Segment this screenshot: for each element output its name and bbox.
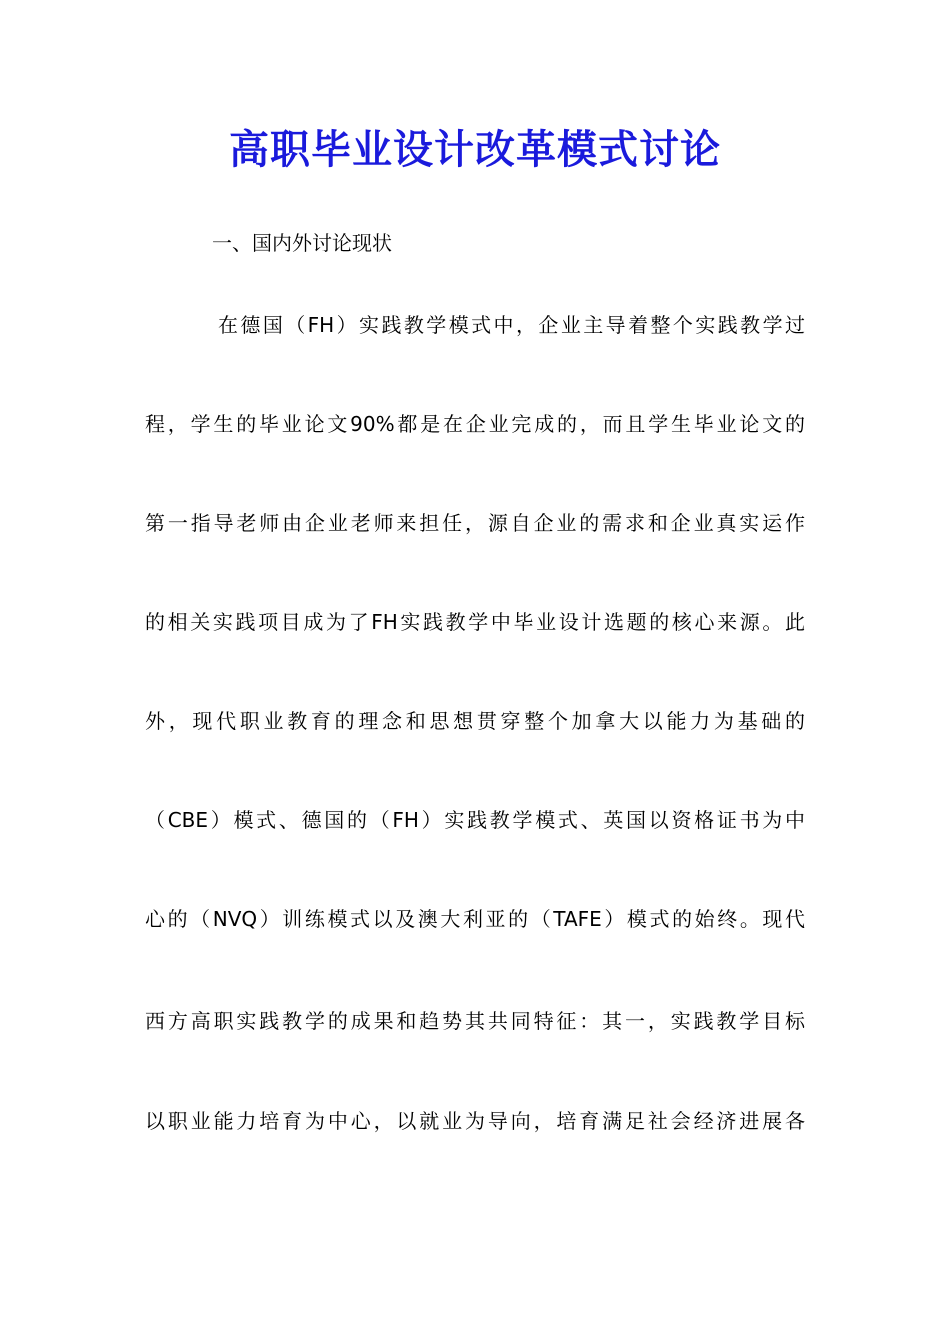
paragraph-line: （CBE）模式、德国的（FH）实践教学模式、英国以资格证书为中 xyxy=(145,808,805,832)
paragraph-line: 心的（NVQ）训练模式以及澳大利亚的（TAFE）模式的始终。现代 xyxy=(145,907,805,931)
paragraph-line: 西方高职实践教学的成果和趋势其共同特征：其一，实践教学目标 xyxy=(145,1009,805,1033)
section-heading: 一、国内外讨论现状 xyxy=(212,231,392,255)
paragraph-line: 第一指导老师由企业老师来担任，源自企业的需求和企业真实运作 xyxy=(145,511,805,535)
paragraph-line: 以职业能力培育为中心，以就业为导向，培育满足社会经济进展各 xyxy=(145,1109,805,1133)
paragraph-line: 外，现代职业教育的理念和思想贯穿整个加拿大以能力为基础的 xyxy=(145,709,805,733)
document-title: 高职毕业设计改革模式讨论 xyxy=(229,126,721,173)
paragraph-line: 的相关实践项目成为了FH实践教学中毕业设计选题的核心来源。此 xyxy=(145,610,805,634)
paragraph-line: 程，学生的毕业论文90%都是在企业完成的，而且学生毕业论文的 xyxy=(145,412,805,436)
paragraph-line: 在德国（FH）实践教学模式中，企业主导着整个实践教学过 xyxy=(218,313,805,337)
